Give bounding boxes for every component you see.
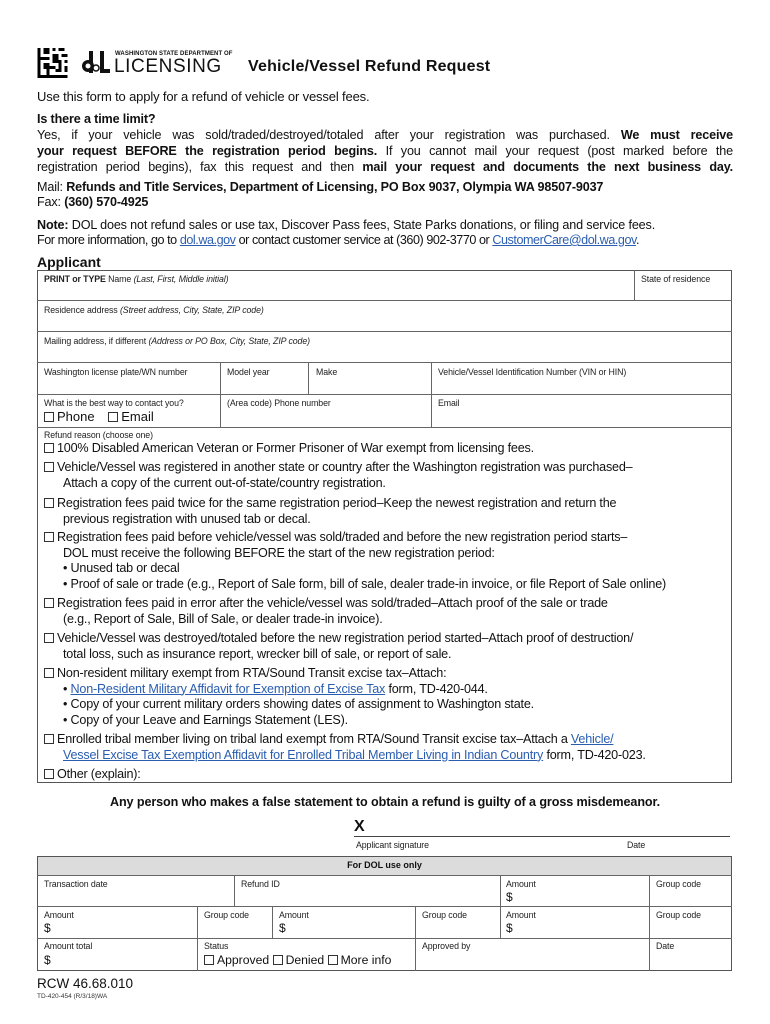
reason-checkbox[interactable] bbox=[44, 734, 54, 744]
phone-option-label: Phone bbox=[57, 409, 95, 424]
approval-date-field[interactable]: Date bbox=[656, 941, 675, 951]
mail-label: Mail: bbox=[37, 180, 63, 194]
col-divider bbox=[649, 875, 650, 906]
note-text: For more information, go to bbox=[37, 233, 177, 247]
license-plate-field[interactable]: Washington license plate/WN number bbox=[44, 367, 188, 377]
reason-option-other[interactable] bbox=[44, 767, 728, 783]
reason-text: Non-resident military exempt from RTA/Sound Transit excise tax–Attach: bbox=[57, 666, 447, 680]
false-statement-warning: Any person who makes a false statement to obtain a refund is guilty of a gross misdemeanor. bbox=[109, 795, 661, 809]
mail-address bbox=[37, 179, 603, 195]
name-field[interactable] bbox=[44, 274, 228, 284]
mailing-address-field[interactable] bbox=[44, 336, 310, 346]
contact-email-option[interactable] bbox=[108, 409, 154, 424]
currency-symbol: $ bbox=[279, 921, 286, 935]
time-limit-emphasis: your request BEFORE the registration period begins. bbox=[37, 144, 378, 158]
barcode-icon bbox=[37, 48, 68, 78]
col-divider bbox=[431, 362, 432, 427]
fax-value: (360) 570-4925 bbox=[64, 195, 149, 209]
col-divider bbox=[500, 875, 501, 906]
contact-phone-option[interactable] bbox=[44, 409, 95, 424]
col-divider bbox=[500, 906, 501, 938]
reason-checkbox[interactable] bbox=[44, 668, 54, 678]
phone-number-field[interactable]: (Area code) Phone number bbox=[227, 398, 331, 408]
contact-method-options bbox=[44, 409, 154, 424]
amount-field[interactable]: Amount bbox=[506, 879, 536, 889]
denied-checkbox[interactable] bbox=[273, 955, 283, 965]
vin-field[interactable]: Vehicle/Vessel Identification Number (VIN or HIN) bbox=[438, 367, 627, 377]
name-label-bold: PRINT or TYPE bbox=[44, 274, 106, 284]
reason-text: Other (explain): bbox=[57, 767, 141, 781]
agency-name-small: WASHINGTON STATE DEPARTMENT OF bbox=[115, 51, 233, 57]
fax-number bbox=[37, 194, 148, 210]
currency-symbol: $ bbox=[506, 890, 513, 904]
reason-text: Registration fees paid in error after the vehicle/vessel was sold/traded–Attach proof of the sale or trade bbox=[57, 596, 608, 610]
time-limit-line-1 bbox=[37, 127, 733, 143]
reason-option-veteran[interactable] bbox=[44, 441, 728, 457]
amount-field[interactable]: Amount bbox=[506, 910, 536, 920]
reason-checkbox[interactable] bbox=[44, 462, 54, 472]
email-checkbox[interactable] bbox=[108, 412, 118, 422]
reason-text: DOL must receive the following BEFORE the start of the new registration period: bbox=[63, 545, 495, 560]
model-year-field[interactable]: Model year bbox=[227, 367, 270, 377]
reason-option-military[interactable] bbox=[44, 666, 728, 728]
applicant-heading: Applicant bbox=[37, 254, 101, 270]
reason-option-destroyed[interactable] bbox=[44, 631, 728, 662]
status-approved-option[interactable] bbox=[204, 953, 269, 967]
approved-by-field[interactable]: Approved by bbox=[422, 941, 471, 951]
intro-text: Use this form to apply for a refund of vehicle or vessel fees. bbox=[37, 89, 370, 104]
contact-method-label: What is the best way to contact you? bbox=[44, 398, 184, 408]
reason-checkbox[interactable] bbox=[44, 443, 54, 453]
refund-reason-label: Refund reason (choose one) bbox=[44, 430, 153, 440]
transaction-date-field[interactable]: Transaction date bbox=[44, 879, 108, 889]
make-field[interactable]: Make bbox=[316, 367, 338, 377]
reason-text: previous registration with unused tab or decal. bbox=[63, 511, 311, 526]
dol-website-link[interactable]: dol.wa.gov bbox=[179, 233, 236, 247]
more-info-checkbox[interactable] bbox=[328, 955, 338, 965]
more-info-label: More info bbox=[340, 953, 392, 967]
dol-logo-icon bbox=[82, 50, 110, 76]
form-id: TD-420-454 (R/3/18)WA bbox=[37, 993, 108, 1000]
reason-text: Registration fees paid twice for the same registration period–Keep the newest registration and return the bbox=[57, 496, 617, 510]
reason-option-paid-in-error[interactable] bbox=[44, 596, 728, 627]
time-limit-text: Yes, if your vehicle was sold/traded/destroyed/totaled after your registration was purchased. bbox=[37, 128, 610, 142]
reason-text: Enrolled tribal member living on tribal land exempt from RTA/Sound Transit excise tax–Attach a bbox=[57, 732, 571, 746]
email-option-label: Email bbox=[121, 409, 154, 424]
col-divider bbox=[220, 362, 221, 427]
note-line-2 bbox=[37, 232, 737, 248]
row-divider bbox=[37, 875, 732, 876]
reason-option-paid-twice[interactable] bbox=[44, 496, 728, 527]
customer-care-email-link[interactable]: CustomerCare@dol.wa.gov bbox=[492, 233, 636, 247]
reason-checkbox[interactable] bbox=[44, 633, 54, 643]
fax-label: Fax: bbox=[37, 195, 61, 209]
time-limit-line-3 bbox=[37, 159, 733, 175]
name-hint: (Last, First, Middle initial) bbox=[133, 274, 229, 284]
mail-value: Refunds and Title Services, Department of Licensing, PO Box 9037, Olympia WA 98507-9037 bbox=[66, 180, 604, 194]
reason-checkbox[interactable] bbox=[44, 769, 54, 779]
reason-text: Attach a copy of the current out-of-state/country registration. bbox=[63, 475, 386, 490]
agency-name-big: LICENSING bbox=[114, 56, 222, 77]
signature-line[interactable] bbox=[354, 836, 730, 837]
currency-symbol: $ bbox=[44, 921, 51, 935]
group-code-field[interactable]: Group code bbox=[422, 910, 467, 920]
time-limit-emphasis: mail your request and documents the next business day. bbox=[362, 160, 733, 174]
bullet-dot: • bbox=[63, 681, 71, 696]
col-divider bbox=[649, 906, 650, 971]
reason-text: form, TD-420-023. bbox=[543, 747, 646, 762]
signature-date-label: Date bbox=[627, 840, 646, 850]
time-limit-line-2 bbox=[37, 143, 733, 159]
reason-bullet: • Unused tab or decal bbox=[63, 561, 180, 575]
group-code-field[interactable]: Group code bbox=[204, 910, 249, 920]
note-period: . bbox=[635, 233, 640, 247]
residence-hint: (Street address, City, State, ZIP code) bbox=[119, 305, 264, 315]
amount-field[interactable]: Amount bbox=[44, 910, 74, 920]
reason-text: Registration fees paid before vehicle/vessel was sold/traded and before the new registration period starts– bbox=[57, 530, 628, 544]
reason-checkbox[interactable] bbox=[44, 532, 54, 542]
approved-label: Approved bbox=[217, 953, 270, 967]
reason-option-tribal-member[interactable] bbox=[44, 732, 728, 763]
time-limit-emphasis: We must receive bbox=[620, 128, 734, 142]
row-divider bbox=[37, 331, 732, 332]
col-divider bbox=[415, 906, 416, 971]
row-divider bbox=[37, 906, 732, 907]
row-divider bbox=[37, 427, 732, 428]
row-divider bbox=[37, 362, 732, 363]
dol-use-heading: For DOL use only bbox=[347, 860, 422, 870]
signature-mark: X bbox=[354, 818, 365, 835]
note-text: DOL does not refund sales or use tax, Discover Pass fees, State Parks donations, or filing and service fees. bbox=[71, 218, 656, 232]
reason-text: 100% Disabled American Veteran or Former Prisoner of War exempt from licensing fees. bbox=[57, 441, 534, 455]
status-label: Status bbox=[204, 941, 229, 951]
state-of-residence-field[interactable]: State of residence bbox=[641, 274, 711, 284]
reason-checkbox[interactable] bbox=[44, 598, 54, 608]
tribal-affidavit-link[interactable]: Vehicle/ bbox=[570, 732, 614, 746]
mailing-label: Mailing address, if different bbox=[44, 336, 147, 346]
reason-text: total loss, such as insurance report, wrecker bill of sale, or report of sale. bbox=[63, 646, 452, 661]
currency-symbol: $ bbox=[44, 953, 51, 967]
note-label: Note: bbox=[37, 218, 69, 232]
group-code-field[interactable]: Group code bbox=[656, 910, 701, 920]
col-divider bbox=[308, 362, 309, 394]
col-divider bbox=[634, 270, 635, 300]
time-limit-text: If you cannot mail your request (post marked before the bbox=[385, 144, 733, 158]
amount-field[interactable]: Amount bbox=[279, 910, 309, 920]
reason-text: Vehicle/Vessel was registered in another state or country after the Washington registration was purchased– bbox=[57, 460, 633, 474]
note-text: or contact customer service at (360) 902-3770 or bbox=[238, 233, 490, 247]
currency-symbol: $ bbox=[506, 921, 513, 935]
note-line-1 bbox=[37, 217, 733, 233]
reason-text: (e.g., Report of Sale, Bill of Sale, or dealer trade-in invoice). bbox=[63, 611, 383, 626]
signature-label: Applicant signature bbox=[356, 840, 429, 850]
phone-checkbox[interactable] bbox=[44, 412, 54, 422]
time-limit-heading: Is there a time limit? bbox=[37, 112, 156, 126]
group-code-field[interactable]: Group code bbox=[656, 879, 701, 889]
approved-checkbox[interactable] bbox=[204, 955, 214, 965]
row-divider bbox=[37, 394, 732, 395]
reason-checkbox[interactable] bbox=[44, 498, 54, 508]
reason-bullet: • Copy of your Leave and Earnings Statement (LES). bbox=[63, 712, 348, 727]
reason-bullet: • Proof of sale or trade (e.g., Report of Sale form, bill of sale, dealer trade-in invoice, or file Report of Sale online) bbox=[63, 576, 667, 591]
residence-label: Residence address bbox=[44, 305, 118, 315]
amount-total-field[interactable]: Amount total bbox=[44, 941, 93, 951]
tribal-affidavit-link[interactable]: Vessel Excise Tax Exemption Affidavit for Enrolled Tribal Member Living in Indian Country bbox=[63, 747, 544, 762]
col-divider bbox=[197, 906, 198, 971]
status-denied-option[interactable] bbox=[273, 953, 325, 967]
row-divider bbox=[37, 938, 732, 939]
col-divider bbox=[234, 875, 235, 906]
col-divider bbox=[272, 906, 273, 938]
denied-label: Denied bbox=[285, 953, 325, 967]
residence-address-field[interactable] bbox=[44, 305, 264, 315]
email-field[interactable]: Email bbox=[438, 398, 460, 408]
status-more-info-option[interactable] bbox=[328, 953, 392, 967]
reason-option-registered-elsewhere[interactable] bbox=[44, 460, 728, 491]
reason-text: form, TD-420-044. bbox=[385, 681, 488, 696]
refund-id-field[interactable]: Refund ID bbox=[241, 879, 280, 889]
military-affidavit-link[interactable]: Non-Resident Military Affidavit for Exemption of Excise Tax bbox=[70, 681, 386, 696]
rcw-reference: RCW 46.68.010 bbox=[37, 976, 134, 991]
reason-option-sold-before-period[interactable] bbox=[44, 530, 728, 592]
page-title: Vehicle/Vessel Refund Request bbox=[248, 58, 491, 75]
time-limit-text: registration period begins), fax this request and then bbox=[37, 160, 355, 174]
reason-bullet: • Copy of your current military orders showing dates of assignment to Washington state. bbox=[63, 697, 534, 711]
row-divider bbox=[37, 300, 732, 301]
name-label: Name bbox=[108, 274, 132, 284]
status-options bbox=[204, 953, 391, 967]
mailing-hint: (Address or PO Box, City, State, ZIP code) bbox=[148, 336, 310, 346]
reason-text: Vehicle/Vessel was destroyed/totaled before the new registration period started–Attach proof of destruction/ bbox=[57, 631, 634, 645]
